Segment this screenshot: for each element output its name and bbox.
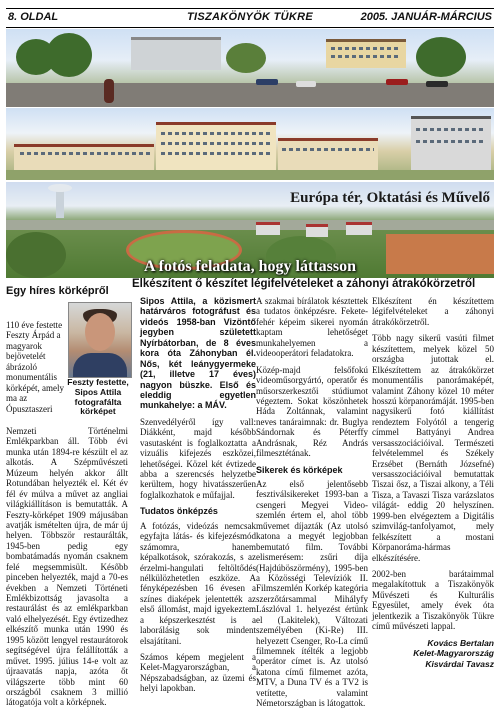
article-column-1 (140, 296, 256, 700)
source-name: Kelet-Magyarország (413, 648, 494, 659)
subheading-sikerek: Sikerek és körképek (256, 464, 343, 475)
article-paragraph: A szakmai bírálatok késztettek a tudatos önképzésre. Fekete-fehér képeim sikerei nyomán kaptam lehetőséget munkahelyemen a videooperátori feladatokra. (256, 296, 368, 359)
page-number: 8. OLDAL (8, 11, 59, 23)
portrait-caption: Feszty festette, Sipos Attila fotografálta körképet (67, 377, 129, 417)
article-paragraph: Szenvedélyéről így vall: Diákként, majd később vasutasként is foglalkoztatta a vizuális kifejezés eszközei, lehetőségei. Közel két évtizede abba a szerencsés helyzetbe kerültem, hogy hivatásszerűen foglalkozhatok e műfajjal. (140, 416, 256, 500)
article-paragraph: Számos képem megjelent a Kelet-Magyarországban, a Népszabadságban, az üzemi és helyi lapokban. (140, 652, 256, 694)
article-paragraph: A fotózás, videózás nemcsak egyfajta látás- és kifejezésmód számomra, hanem képalkotások, szórakozás, s az érzelmi-hangulati feltöltődés nélkülözhetetlen eszköze. A fényképezésben 16 évesen a színes diaképek jelentették az első állomást, majd igyekeztem a képszerkesztést is a laborálásig sok mindent elsajátítani. (140, 520, 256, 646)
photo-caption-main: A fotós feladata, hogy láttasson (143, 258, 356, 275)
article-paragraph: Több nagy sikerű vasúti filmet készítettem, melyek közel 50 országba jutottak el. Elkészítettem az átrakókörzet monumentális panorámaképét, valamint Záhony közel 10 méter hosszú körpanorámáját. 1995-ben nagysikerű fotó kiállítást rendeztem Folyótól a tengerig címmel Battyányi Andrea versasszociációival. Természeti felvételemmel és Székely Erzsébet (Bernáth Józsefné) versasszociációival bemutattak Tiszai ősz, a Tiszai alkony, a Téli Tisza, a Tavaszi Tisza varázslatos világát- eddig 20 helyszínen. 1999-ben elvégeztem a Digitális szimvilág-tanfolyamot, mely felkészített a mostani Körpanoráma-hármas elkészítésére. (372, 333, 494, 563)
article-paragraph: Közép-majd felsőfokú videoműsorgyártó, operatőr és műsorszerkesztői stúdiumot végeztem. Sokat köszönhetek Háda Zoltánnak, valamint neves tanáraimnak: dr. Buglya Sándornak és Péterffy Andrásnak, Réz András filmesztétának. (256, 364, 368, 459)
photo-caption-europa: Európa tér, Oktatási és Művelő (290, 190, 490, 206)
article-paragraph: 2002-ben barátaimmal megalakítottuk a Tiszakönyök Művészeti és Kulturális Egyesület, amely évek óta jelentkezik a Tiszakönyök Tükre című művészeti lappal. (372, 568, 494, 632)
article-column-3 (372, 296, 494, 669)
sidebar-intro: 110 éve festette Feszty Árpád a magyarok bejövetelét ábrázoló monumentális körképét, amely ma az Ópusztaszeri (6, 320, 64, 414)
article-paragraph: Az első jelentősebb fesztiválsikereket 1993-ban a csengeri Megyei Video-szemlén értem el, ahol több művemet díjazták (Az utolsó katona a megyét legjobban bemutató film. További elismerésem: zsűri díja (Hajdúböszörmény), 1995-ben a Közösségi Televíziók II. Filmszemlén Korkép kategória szerzőtársammal Mihályfy Lászlóval 1. helyezést értünk el (Lakitelek), Változati személyében (Ki-Re) III. helyezett Csenger, Ro-La című filmemnek ítélték a legjobb operátor címet is. Az utolsó katona című filmemet azóta, MTV, a Duna TV és a TV2 is vetítette, valamint Németországban is látogattok. (256, 479, 368, 709)
newspaper-title: TISZAKÖNYÖK TÜKRE (186, 11, 314, 23)
source-edition: Kisvárdai Tavasz (425, 658, 494, 669)
author-name: Kovács Bertalan (427, 637, 494, 648)
portrait-photo (68, 302, 132, 378)
sidebar-title: Egy híres körképről (6, 285, 109, 297)
article-column-2 (256, 296, 368, 715)
photo-school (6, 108, 494, 180)
sidebar-body: Nemzeti Történelmi Emlékparkban áll. Több évi munka után 1894-re készült el az alkotás. A Szépművészeti Múzeum helyén akkor állt Rotundában helyezték el. Két év fél év múlva a művet az angliai világkiállításon is bemutatták. A Feszty-körképet 1909 májusában avatják ismételten újra, de már új helyen. Többször restaurálták, 1945-ben pedig egy bombatámadás nyomán csaknem felé megsemmisült. Később pinceben helyezték, majd a 70-es években a Nemzeti Történeti Emlékbizottság javasolta a restaurálást és az emlékparkban való elhelyezését. Egy évtizedhez elkészítő munka után 1990 és 1995 között lengyel restaurátorok segítségével újra felállították a művet. 1995. július 14-e volt az újraavatás napja, azóta őt világszerte több mint 60 országból csaknem 3 millió látogatója volt a körképnek. (6, 426, 128, 708)
photo-street (6, 29, 494, 107)
article-paragraph: Elkészítent én készítettem légifelvételeket a záhonyi átrakókörzetről. (372, 296, 494, 327)
subheading-tudatos: Tudatos önképzés (140, 506, 218, 517)
article-lead: Sipos Attila, a közismert határváros fotográfust és videós 1958-ban Vizöntő jegyben született Nyírbátorban, de 8 éves kora óta Záhonyban él. Nős, két leánygyermeke (21, illetve 17 éves) nagyon büszke. Első és eleddig egyetlen munkahelye: a MÁV. (140, 296, 256, 411)
page-header (6, 8, 494, 28)
article-title: Elkészítent ő készítet légifelvételeket a záhonyi átrakókörzetről (132, 278, 476, 290)
issue-date: 2005. JANUÁR-MÁRCIUS (360, 11, 492, 23)
sidebar-body-column (6, 426, 128, 714)
author-signature (372, 638, 494, 670)
